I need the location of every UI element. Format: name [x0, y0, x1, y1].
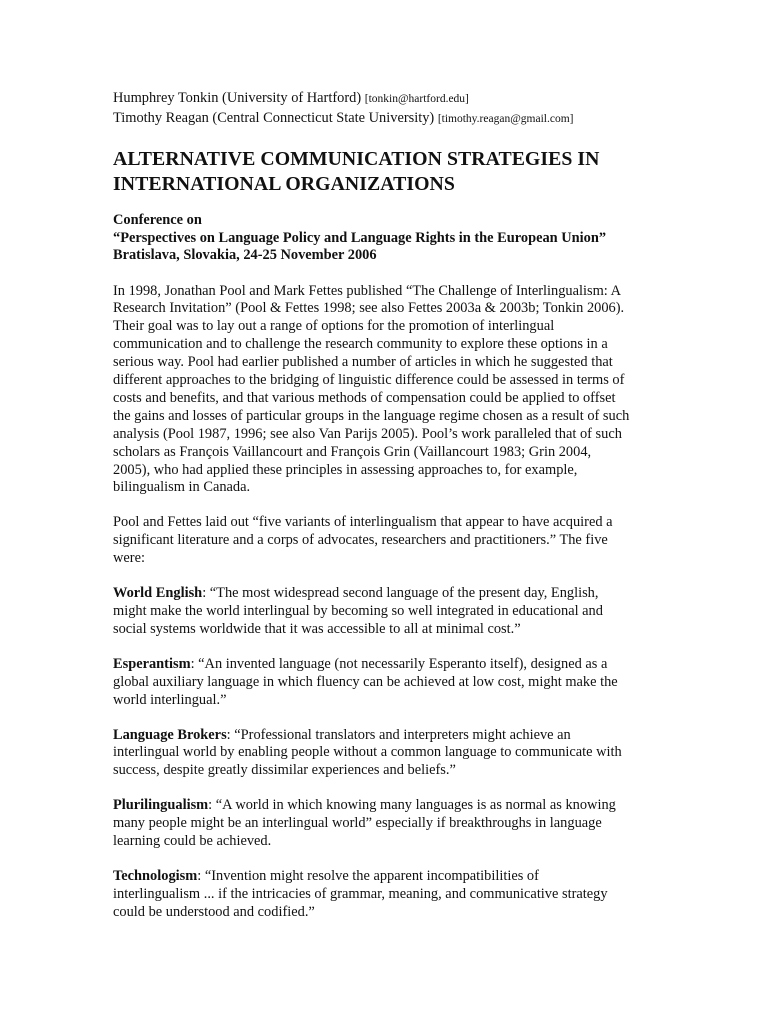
text-line: interlingual world by enabling people without a common language to communicate with [113, 744, 622, 761]
text-line: analysis (Pool 1987, 1996; see also Van Parijs 2005). Pool’s work paralleled that of such [113, 425, 622, 442]
text-line [113, 868, 673, 886]
conference-info [113, 212, 673, 265]
text-line: world interlingual.” [113, 691, 227, 708]
text-line: many people might be an interlingual world” especially if breakthroughs in language [113, 815, 602, 832]
author-email: [tonkin@hartford.edu] [364, 93, 469, 105]
variant-text: : “Invention might resolve the apparent incompatibilities of [197, 867, 539, 884]
text-line: the gains and losses of particular groups in the language regime chosen as a result of such [113, 407, 630, 424]
document-page [113, 89, 673, 922]
conference-line: Conference on [113, 212, 202, 228]
variant-text: : “The most widespread second language of the present day, English, [202, 585, 599, 602]
text-line: interlingualism ... if the intricacies of grammar, meaning, and communicative strategy [113, 885, 608, 902]
author-line [113, 109, 673, 129]
text-line: scholars as François Vaillancourt and François Grin (Vaillancourt 1983; Grin 2004, [113, 443, 592, 460]
text-line: bilingualism in Canada. [113, 479, 251, 496]
variants-intro-paragraph [113, 514, 673, 568]
author-name: Humphrey Tonkin (University of Hartford) [113, 90, 362, 106]
text-line: were: [113, 550, 145, 567]
text-line: learning could be achieved. [113, 833, 272, 850]
text-line: serious way. Pool had earlier published a number of articles in which he suggested that [113, 354, 613, 371]
text-line: might make the world interlingual by becoming so well integrated in educational and [113, 603, 603, 619]
text-line [113, 656, 673, 674]
variant-term: Technologism [113, 867, 198, 884]
text-line: success, despite greatly dissimilar experiences and beliefs.” [113, 762, 456, 779]
text-line: social systems worldwide that it was accessible to all at minimal cost.” [113, 620, 521, 637]
variant-language-brokers [113, 727, 673, 781]
text-line: different approaches to the bridging of linguistic difference could be assessed in terms of [113, 372, 625, 389]
variant-term: Esperantism [113, 655, 191, 672]
text-line: global auxiliary language in which fluency can be achieved at low cost, might make the [113, 673, 618, 690]
variant-technologism [113, 868, 673, 922]
variant-esperantism [113, 656, 673, 710]
title-line: INTERNATIONAL ORGANIZATIONS [113, 172, 455, 195]
variant-text: : “Professional translators and interpreters might achieve an [226, 726, 571, 743]
text-line: Their goal was to lay out a range of options for the promotion of interlingual [113, 318, 555, 335]
text-line: communication and to challenge the research community to explore these options in a [113, 336, 608, 353]
text-line: costs and benefits, and that various methods of compensation could be applied to offset [113, 389, 616, 406]
text-line: Pool and Fettes laid out “five variants of interlingualism that appear to have acquired a [113, 514, 613, 531]
author-email: [timothy.reagan@gmail.com] [437, 113, 574, 125]
conference-line: “Perspectives on Language Policy and Language Rights in the European Union” [113, 229, 607, 246]
text-line [113, 727, 673, 745]
text-line [113, 797, 673, 815]
document-title [113, 147, 673, 196]
variant-term: World English [113, 585, 203, 602]
intro-paragraph [113, 283, 673, 498]
author-name: Timothy Reagan (Central Connecticut State University) [113, 110, 435, 126]
variant-term: Language Brokers [113, 726, 227, 743]
text-line: In 1998, Jonathan Pool and Mark Fettes published “The Challenge of Interlingualism: A [113, 282, 621, 299]
text-line [113, 585, 673, 603]
variant-world-english [113, 585, 673, 639]
author-block [113, 89, 673, 129]
variant-text: : “An invented language (not necessarily Esperanto itself), designed as a [190, 655, 608, 672]
title-line: ALTERNATIVE COMMUNICATION STRATEGIES IN [113, 148, 600, 170]
text-line: 2005), who had applied these principles in assessing approaches to, for example, [113, 461, 578, 478]
text-line: could be understood and codified.” [113, 903, 315, 920]
text-line: significant literature and a corps of advocates, researchers and practitioners.” The five [113, 532, 608, 549]
variant-plurilingualism [113, 797, 673, 851]
conference-line: Bratislava, Slovakia, 24-25 November 2006 [113, 247, 377, 263]
text-line: Research Invitation” (Pool & Fettes 1998; see also Fettes 2003a & 2003b; Tonkin 2006). [113, 300, 625, 317]
author-line [113, 89, 673, 109]
variant-text: : “A world in which knowing many languages is as normal as knowing [208, 797, 616, 814]
variant-term: Plurilingualism [113, 797, 209, 814]
